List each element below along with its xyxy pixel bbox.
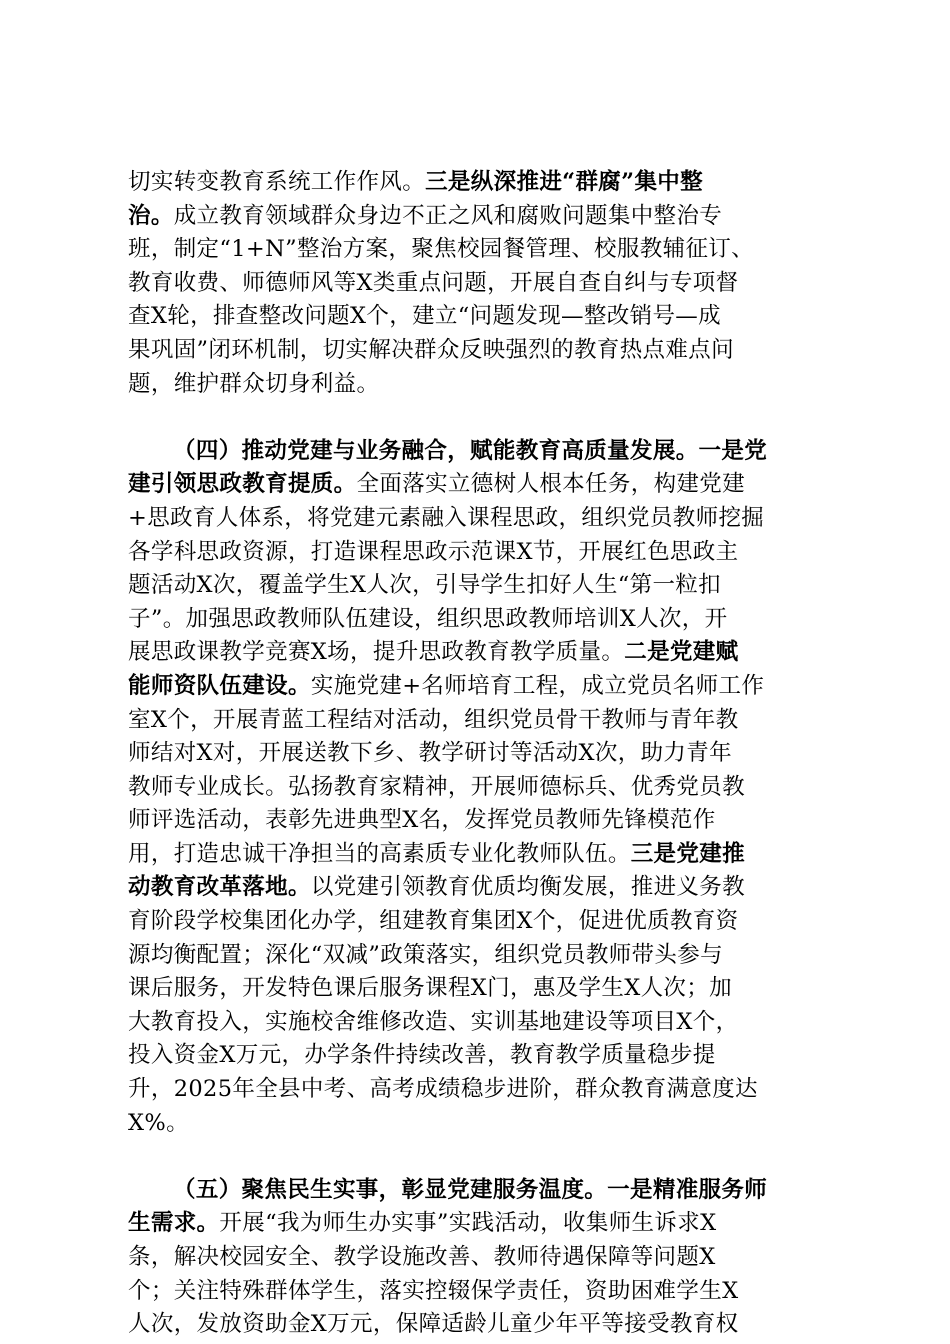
bold-heading: 生需求。 [128, 1210, 220, 1237]
text-line: 动教育改革落地。以党建引领教育优质均衡发展，推进义务教 [128, 874, 745, 901]
text-line: 能师资队伍建设。实施党建+名师培育工程，成立党员名师工作 [128, 672, 765, 699]
text-line: 育阶段学校集团化办学，组建教育集团X个，促进优质教育资 [128, 908, 739, 935]
text-line: 子”。加强思政教师队伍建设，组织思政教师培训X人次，开 [128, 605, 728, 632]
text-line: 师结对X对，开展送教下乡、教学研讨等活动X次，助力青年 [128, 740, 732, 767]
section-heading: （四）推动党建与业务融合，赋能教育高质量发展。一是党 [173, 437, 768, 464]
text-line: 个；关注特殊群体学生，落实控辍保学责任，资助困难学生X [128, 1277, 739, 1304]
paragraph-2 [128, 435, 826, 1140]
paragraph-gap [128, 401, 826, 435]
text-line: +思政育人体系，将党建元素融入课程思政，组织党员教师挖掘 [128, 504, 765, 531]
paragraph-1 [128, 166, 826, 401]
text-line: 人次，发放资助金X万元，保障适龄儿童少年平等接受教育权 [128, 1311, 739, 1338]
bold-heading: 三是纵深推进“群腐”集中整 [425, 169, 703, 195]
document-body [128, 166, 826, 1342]
text-line: 题活动X次，覆盖学生X人次，引导学生扣好人生“第一粒扣 [128, 572, 721, 599]
text-line: 师评选活动，表彰先进典型X名，发挥党员教师先锋模范作 [128, 807, 716, 834]
text-line: 治。成立教育领域群众身边不正之风和腐败问题集中整治专 [128, 202, 723, 229]
text-line: 切实转变教育系统工作作风。三是纵深推进“群腐”集中整 [128, 169, 703, 195]
text-line: 各学科思政资源，打造课程思政示范课X节，开展红色思政主 [128, 538, 739, 565]
text-line: 教育收费、师德师风等X类重点问题，开展自查自纠与专项督 [128, 269, 739, 296]
paragraph-3 [128, 1174, 826, 1342]
text-line [128, 1174, 826, 1208]
bold-heading: 三是党建推 [630, 840, 745, 867]
section-heading: （五）聚焦民生实事，彰显党建服务温度。一是精准服务师 [173, 1176, 768, 1203]
bold-heading: 建引领思政教育提质。 [128, 471, 357, 498]
bold-heading: 能师资队伍建设。 [128, 672, 311, 699]
bold-heading: 治。 [128, 202, 174, 229]
text-line: X%。 [128, 1109, 189, 1136]
text-line: 室X个，开展青蓝工程结对活动，组织党员骨干教师与青年教 [128, 706, 739, 733]
text-line: 大教育投入，实施校舍维修改造、实训基地建设等项目X个， [128, 1008, 739, 1035]
paragraph-gap [128, 1140, 826, 1174]
text-line: 课后服务，开发特色课后服务课程X门，惠及学生X人次；加 [128, 975, 732, 1002]
text-line: 投入资金X万元，办学条件持续改善，教育教学质量稳步提 [128, 1042, 716, 1069]
bold-heading: 动教育改革落地。 [128, 874, 311, 901]
text-line: 教师专业成长。弘扬教育家精神，开展师德标兵、优秀党员教 [128, 773, 745, 800]
text-line: 升，2025年全县中考、高考成绩稳步进阶，群众教育满意度达 [128, 1076, 758, 1103]
text-line: 生需求。开展“我为师生办实事”实践活动，收集师生诉求X [128, 1210, 717, 1237]
text-line: 果巩固”闭环机制，切实解决群众反映强烈的教育热点难点问 [128, 336, 734, 363]
text-line: 展思政课教学竞赛X场，提升思政教育教学质量。二是党建赋 [128, 639, 739, 666]
text-line: 题，维护群众切身利益。 [128, 370, 380, 397]
text-line: 建引领思政教育提质。全面落实立德树人根本任务，构建党建 [128, 471, 745, 498]
text-line: 用，打造忠诚干净担当的高素质专业化教师队伍。三是党建推 [128, 840, 745, 867]
text-line [128, 435, 826, 469]
text-line: 班，制定“1+N”整治方案，聚焦校园餐管理、校服教辅征订、 [128, 236, 755, 263]
text-line: 条，解决校园安全、教学设施改善、教师待遇保障等问题X [128, 1244, 716, 1270]
text-line: 查X轮，排查整改问题X个，建立“问题发现—整改销号—成 [128, 303, 721, 330]
bold-heading: 二是党建赋 [624, 639, 739, 666]
text-line: 源均衡配置；深化“双减”政策落实，组织党员教师带头参与 [128, 941, 723, 968]
